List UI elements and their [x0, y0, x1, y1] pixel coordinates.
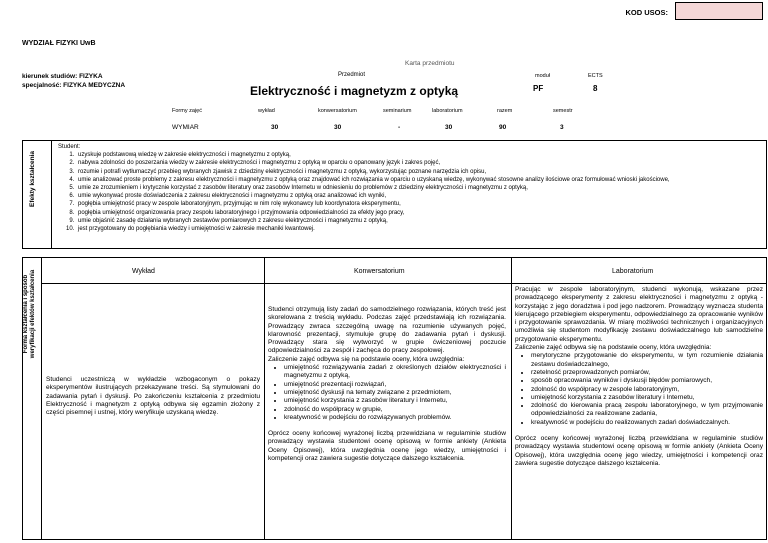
laboratory-criterion: • kreatywność w podejściu do realizowanych zadań doświadczalnych. [531, 419, 763, 427]
outcome-item: 9. umie objaśnić zasadę działania wybranych zestawów pomiarowych z zakresu elektryczności i magnetyzmu z optyką, [76, 217, 670, 225]
conversatory-criterion: • umiejętność prezentacji rozwiązań, [284, 381, 506, 389]
forms-header-seminar: seminarium [383, 108, 412, 114]
specialization: specjalność: FIZYKA MEDYCZNA [22, 82, 126, 89]
forms-value-laboratory: 30 [445, 124, 453, 131]
forms-value-semester: 3 [560, 124, 564, 131]
laboratory-description: Pracując w zespole laboratoryjnym, studenci wykonują, wskazane przez prowadzącego eksperymenty z zakresu elektryczności i magnetyzmu z optyką - korzystając z jego doradztwa i pod jego nadzorem. Prowadzący wyznacza studenta kierującego przebiegiem eksperymentu, odpowiedzialnego za opracowanie wyników i przygotowanie sprawozdania. W miarę możliwości technicznych i organizacyjnych umożliwia się studentom modyfikację zestawu doświadczalnego lub samodzielne przygotowanie eksperymentu. Zaliczenie zajęć odbywa się na podstawie oceny, która uwzględnia: • merytoryczne przygotowanie do eksperymentu, w tym rozumienie działania zestawu doświadczalnego, • rzetelność przeprowadzonych pomiarów, • sposób opracowania wyników i dyskusji błędów pomiarowych, • zdolność do współpracy w zespole laboratoryjnym, • umiejętność korzystania z zasobów literatury i Internetu, • zdolność do kierowania pracą zespołu laboratoryjnego, w tym przyjmowanie odpowiedzialności za realizowane zadania, • kreatywność w podejściu do realizowanych zadań doświadczalnych. Oprócz oceny końcowej wyrażonej liczbą przewidziana w regulaminie studiów prowadzący wystawia studentowi ocenę opisową w formie ankiety (Ankieta Oceny Opisowej), która uwzględnia ocenę jego wiedzy, umiejętności i kompetencji oraz zawiera sugestie dotyczące dalszego kształcenia. [515, 286, 763, 468]
forms-value-lecture: 30 [271, 124, 279, 131]
laboratory-criterion: • rzetelność przeprowadzonych pomiarów, [531, 369, 763, 377]
conversatory-criterion: • umiejętność dyskusji na tematy związane z przedmiotem, [284, 389, 506, 397]
outcome-item: 7. pogłębia umiejętność pracy w zespole laboratoryjnym, przyjmując w nim rolę wykonawcy lub koordynatora eksperymentu, [76, 200, 670, 208]
laboratory-column-header: Laboratorium [612, 268, 654, 275]
learning-outcomes-list [58, 143, 670, 233]
laboratory-criterion: • umiejętność korzystania z zasobów literatury i Internetu, [531, 394, 763, 402]
outcome-item: 10. jest przygotowany do pogłębiania wiedzy i umiejętności w zakresie mechaniki kwantowej. [76, 225, 670, 233]
kod-usos-field[interactable] [675, 2, 763, 20]
ects-value: 8 [593, 84, 598, 93]
module-value: PF [533, 84, 544, 93]
subject-label: Przedmiot [338, 72, 366, 78]
faculty-name: WYDZIAŁ FIZYKI UwB [22, 40, 96, 47]
conversatory-column-header: Konwersatorium [354, 268, 405, 275]
subject-title: Elektryczność i magnetyzm z optyką [250, 84, 459, 98]
forms-header-label: Formy zajęć [172, 108, 202, 114]
conversatory-criterion: • kreatywność w podejściu do rozwiązywanych problemów. [284, 414, 506, 422]
outcome-item: 2. nabywa zdolności do poszerzania wiedzy w zakresie elektryczności i magnetyzmu z optyką w oparciu o opanowany język i zakres pojęć, [76, 159, 670, 167]
forms-header-laboratory: laboratorium [432, 108, 463, 114]
ects-label: ECTS [588, 73, 603, 79]
lecture-description: Studenci uczestniczą w wykładzie wzbogaconym o pokazy eksperymentów ilustrujących przekazywane treści. Są stymulowani do zadawania pytań i dyskusji. Po zakończeniu kształcenia z przedmiotu Elektryczność i magnetyzm z optyką odbywa się egzamin złożony z części pisemnej i ustnej, który weryfikuje uzyskaną wiedzę. [46, 376, 260, 417]
outcome-item: 5. umie ze zrozumieniem i krytycznie korzystać z zasobów literatury oraz zasobów Internetu w odniesieniu do problemów z dziedziny elektryczności i magnetyzmu z optyką, [76, 184, 670, 192]
forms-header-total: razem [497, 108, 513, 114]
kod-usos-label: KOD USOS: [625, 8, 668, 17]
lecture-column-header: Wykład [132, 268, 155, 275]
laboratory-criterion: • merytoryczne przygotowanie do eksperymentu, w tym rozumienie działania zestawu doświadczalnego, [531, 352, 763, 369]
laboratory-criterion: • zdolność do współpracy w zespole laboratoryjnym, [531, 386, 763, 394]
forms-value-label: WYMIAR [172, 124, 199, 131]
outcome-item: 4. umie analizować proste problemy z zakresu elektryczności i magnetyzmu z optyką oraz znajdować ich rozwiązania w oparciu o uzyskaną wiedzę, wykonywać stosowne analizy ilościowe oraz formułować wnioski jakościowe, [76, 176, 670, 184]
module-label: moduł [535, 73, 550, 79]
conversatory-description: Studenci otrzymują listy zadań do samodzielnego rozwiązania, których treść jest skorelowana z treścią wykładu. Podczas zajęć przedstawiają ich rozwiązania. Prowadzący zwraca szczególną uwagę na rozumienie używanych pojęć, klarowność prezentacji, stymuluje grupę do zadawania pytań i dyskusji. Prowadzący stara się wytworzyć w grupie ćwiczeniowej poczucie odpowiedzialności za zespół i zachęca do pracy zespołowej. Zaliczenie zajęć odbywa się na podstawie oceny, która uwzględnia: • umiejętność rozwiązywania zadań z określonych działów elektryczności i magnetyzmu z optyką, • umiejętność prezentacji rozwiązań, • umiejętność dyskusji na tematy związane z przedmiotem, • umiejętność korzystania z zasobów literatury i Internetu, • zdolność do współpracy w grupie, • kreatywność w podejściu do rozwiązywanych problemów. Oprócz oceny końcowej wyrażonej liczbą przewidziana w regulaminie studiów prowadzący wystawia studentowi ocenę opisową w formie ankiety (Ankieta Oceny Opisowej), która uwzględnia ocenę jego wiedzy, umiejętności i kompetencji oraz zawiera sugestie dotyczące dalszego kształcenia. [268, 306, 506, 463]
laboratory-criterion: • zdolność do kierowania pracą zespołu laboratoryjnego, w tym przyjmowanie odpowiedzialności za realizowane zadania, [531, 402, 763, 419]
forms-header-lecture: wykład [258, 108, 275, 114]
teaching-forms-side-label: Forma kształcenia i sposób weryfikacji efektów kształcenia [23, 269, 36, 359]
document-type: Karta przedmiotu [405, 60, 455, 67]
field-of-study: kierunek studiów: FIZYKA [22, 73, 103, 80]
outcome-item: 8. pogłębia umiejętność organizowania pracy zespołu laboratoryjnego i przyjmowania odpowiedzialności za efekty jego pracy, [76, 209, 670, 217]
learning-outcomes-intro: Student: [58, 144, 81, 150]
forms-header-conversatory: konwersatorium [318, 108, 357, 114]
conversatory-criterion: • umiejętność korzystania z zasobów literatury i Internetu, [284, 397, 506, 405]
forms-value-total: 90 [499, 124, 507, 131]
laboratory-criterion: • sposób opracowania wyników i dyskusji błędów pomiarowych, [531, 377, 763, 385]
learning-outcomes-side-label: Efekty kształcenia [29, 150, 36, 207]
forms-value-seminar: - [398, 124, 401, 131]
conversatory-criterion: • umiejętność rozwiązywania zadań z określonych działów elektryczności i magnetyzmu z optyką, [284, 364, 506, 381]
outcome-item: 3. rozumie i potrafi wytłumaczyć przebieg wybranych zjawisk z dziedziny elektryczności i magnetyzmu z optyką, wykorzystując poznane narzędzia ich opisu, [76, 168, 670, 176]
conversatory-criterion: • zdolność do współpracy w grupie, [284, 406, 506, 414]
outcome-item: 1. uzyskuje podstawową wiedzę w zakresie elektryczności i magnetyzmu z optyką, [76, 151, 670, 159]
forms-header-semester: semestr [553, 108, 573, 114]
study-info [22, 72, 125, 90]
forms-value-conversatory: 30 [334, 124, 342, 131]
outcome-item: 6. umie wykonywać proste doświadczenia z zakresu elektryczności i magnetyzmu z optyką oraz analizować ich wyniki, [76, 192, 670, 200]
